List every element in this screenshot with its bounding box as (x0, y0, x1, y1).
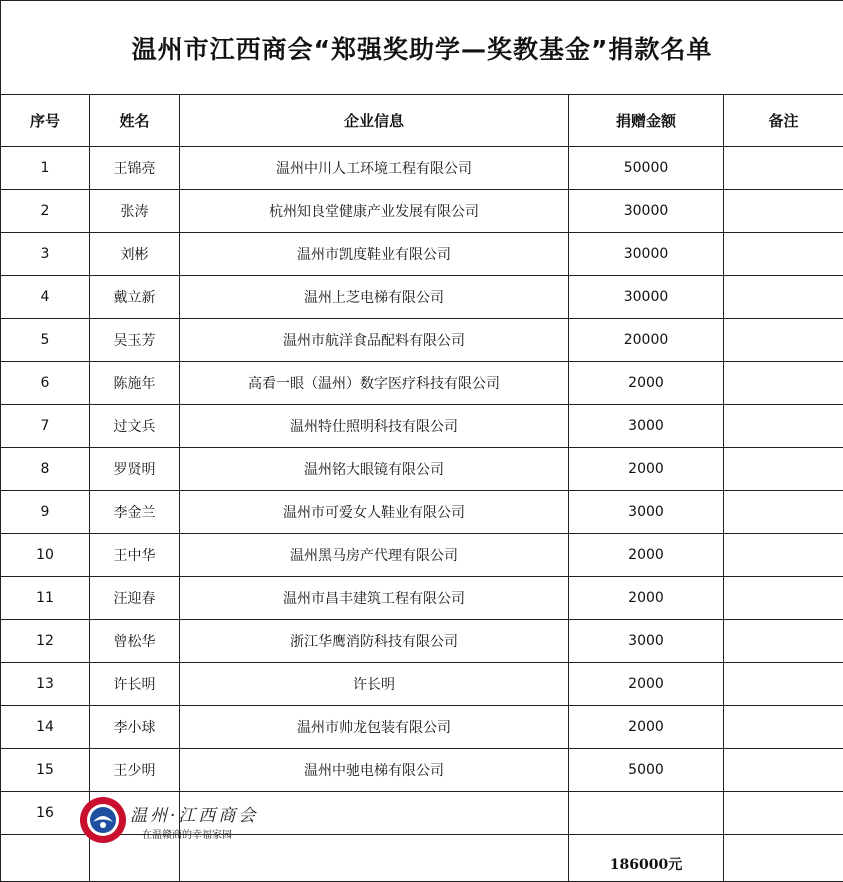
cell-note (724, 620, 843, 663)
cell-name: 刘彬 (90, 233, 180, 276)
cell-no: 4 (1, 276, 90, 319)
cell-name: 王中华 (90, 534, 180, 577)
cell-note (724, 362, 843, 405)
cell-company: 温州铭大眼镜有限公司 (180, 448, 569, 491)
table-row (1, 448, 843, 491)
cell-no: 10 (1, 534, 90, 577)
cell-amount: 3000 (569, 620, 724, 663)
cell-amount: 30000 (569, 276, 724, 319)
cell-amount: 3000 (569, 491, 724, 534)
cell-amount: 2000 (569, 362, 724, 405)
cell-name: 李小球 (90, 706, 180, 749)
cell-note (724, 448, 843, 491)
cell-name: 李金兰 (90, 491, 180, 534)
cell-no: 15 (1, 749, 90, 792)
logo-name: 温州·江西商会 (130, 801, 258, 826)
chamber-logo (78, 795, 268, 845)
cell-no: 8 (1, 448, 90, 491)
cell-empty (1, 835, 90, 882)
cell-company: 温州中驰电梯有限公司 (180, 749, 569, 792)
logo-slogan: 在温赣商的幸福家园 (142, 826, 232, 841)
cell-amount: 2000 (569, 577, 724, 620)
table-row (1, 663, 843, 706)
header-no: 序号 (1, 95, 90, 147)
cell-company: 温州中川人工环境工程有限公司 (180, 147, 569, 190)
table-row (1, 362, 843, 405)
cell-note (724, 190, 843, 233)
cell-name: 罗贤明 (90, 448, 180, 491)
table-row (1, 147, 843, 190)
title-row (1, 1, 843, 95)
cell-note (724, 319, 843, 362)
cell-note (724, 749, 843, 792)
table-row (1, 405, 843, 448)
cell-no: 16 (1, 792, 90, 835)
cell-amount: 2000 (569, 448, 724, 491)
table-row (1, 749, 843, 792)
total-amount: 186000元 (569, 835, 724, 882)
cell-no: 7 (1, 405, 90, 448)
cell-name: 吴玉芳 (90, 319, 180, 362)
table-row (1, 233, 843, 276)
cell-company: 温州市凯度鞋业有限公司 (180, 233, 569, 276)
cell-name: 张涛 (90, 190, 180, 233)
cell-amount: 2000 (569, 706, 724, 749)
cell-amount: 5000 (569, 749, 724, 792)
cell-no: 1 (1, 147, 90, 190)
cell-company: 温州市昌丰建筑工程有限公司 (180, 577, 569, 620)
cell-empty (724, 835, 843, 882)
table-row (1, 190, 843, 233)
cell-name: 曾松华 (90, 620, 180, 663)
cell-company: 温州市帅龙包装有限公司 (180, 706, 569, 749)
header-row (1, 95, 843, 147)
table-row (1, 491, 843, 534)
cell-amount: 20000 (569, 319, 724, 362)
cell-no: 6 (1, 362, 90, 405)
cell-company: 浙江华鹰消防科技有限公司 (180, 620, 569, 663)
cell-note (724, 706, 843, 749)
chamber-emblem-icon (78, 795, 128, 845)
cell-name: 王锦亮 (90, 147, 180, 190)
cell-no: 5 (1, 319, 90, 362)
table-row (1, 319, 843, 362)
cell-note (724, 405, 843, 448)
cell-note (724, 577, 843, 620)
header-amount: 捐赠金额 (569, 95, 724, 147)
cell-no: 2 (1, 190, 90, 233)
cell-no: 9 (1, 491, 90, 534)
table-row (1, 577, 843, 620)
cell-name: 陈施年 (90, 362, 180, 405)
header-name: 姓名 (90, 95, 180, 147)
cell-name: 汪迎春 (90, 577, 180, 620)
cell-amount: 30000 (569, 233, 724, 276)
cell-company: 温州上芝电梯有限公司 (180, 276, 569, 319)
cell-no: 11 (1, 577, 90, 620)
cell-company: 温州黑马房产代理有限公司 (180, 534, 569, 577)
cell-amount: 30000 (569, 190, 724, 233)
cell-amount: 2000 (569, 534, 724, 577)
cell-amount (569, 792, 724, 835)
cell-note (724, 233, 843, 276)
cell-amount: 2000 (569, 663, 724, 706)
cell-amount: 50000 (569, 147, 724, 190)
cell-no: 13 (1, 663, 90, 706)
cell-company: 高看一眼（温州）数字医疗科技有限公司 (180, 362, 569, 405)
cell-company: 温州特仕照明科技有限公司 (180, 405, 569, 448)
cell-note (724, 276, 843, 319)
cell-note (724, 534, 843, 577)
cell-name: 过文兵 (90, 405, 180, 448)
table-row (1, 534, 843, 577)
cell-name: 王少明 (90, 749, 180, 792)
cell-note (724, 147, 843, 190)
cell-no: 3 (1, 233, 90, 276)
cell-company: 许长明 (180, 663, 569, 706)
table-row (1, 620, 843, 663)
cell-amount: 3000 (569, 405, 724, 448)
cell-note (724, 491, 843, 534)
header-note: 备注 (724, 95, 843, 147)
cell-company: 温州市可爱女人鞋业有限公司 (180, 491, 569, 534)
cell-company: 杭州知良堂健康产业发展有限公司 (180, 190, 569, 233)
cell-name: 许长明 (90, 663, 180, 706)
cell-note (724, 663, 843, 706)
cell-name: 戴立新 (90, 276, 180, 319)
page-title: 温州市江西商会“郑强奖助学—奖教基金”捐款名单 (1, 1, 843, 95)
table-row (1, 276, 843, 319)
cell-company: 温州市航洋食品配料有限公司 (180, 319, 569, 362)
cell-note (724, 792, 843, 835)
header-company: 企业信息 (180, 95, 569, 147)
cell-no: 12 (1, 620, 90, 663)
table-row (1, 706, 843, 749)
cell-no: 14 (1, 706, 90, 749)
